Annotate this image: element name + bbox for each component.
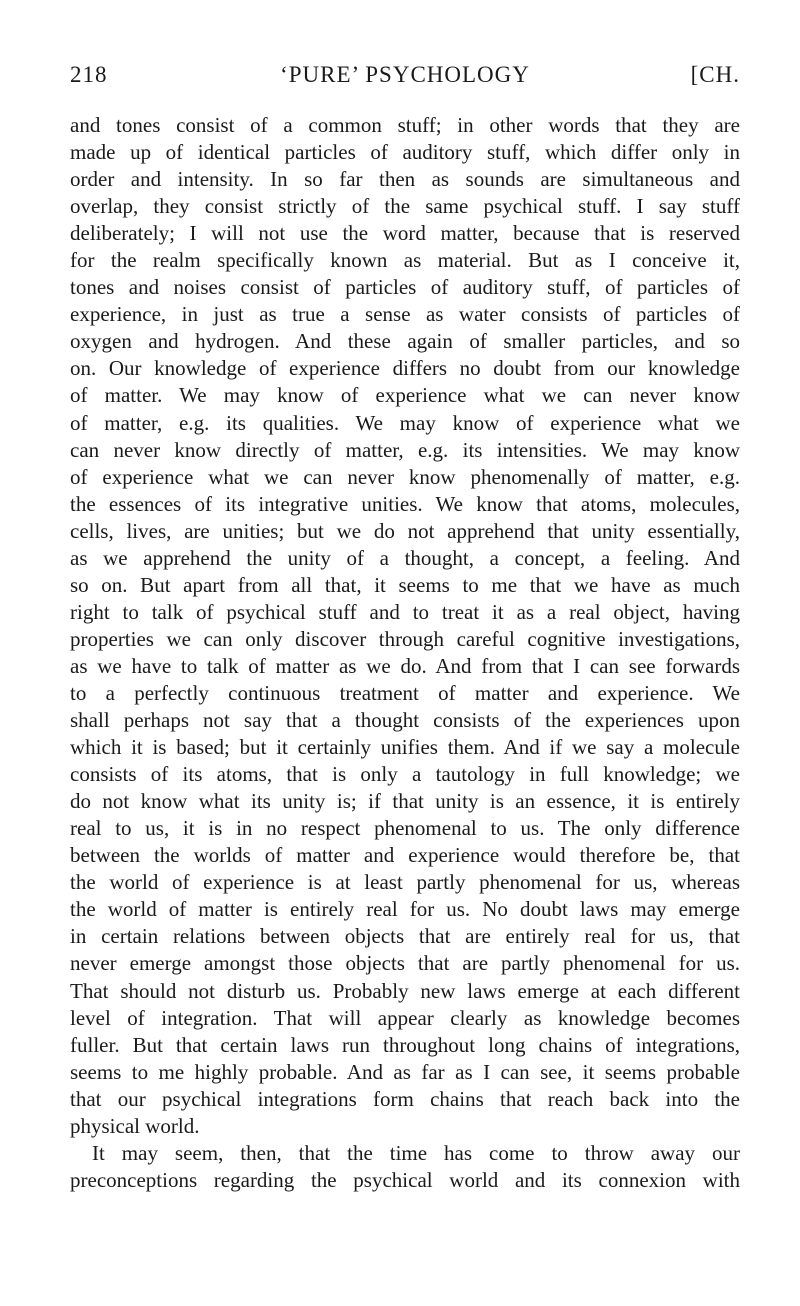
text-line: that our psychical integrations form chains that reach back into the bbox=[70, 1086, 740, 1111]
text-line: in certain relations between objects that are entirely real for us, that bbox=[70, 924, 740, 949]
text-line: tones and noises consist of particles of auditory stuff, of particles of bbox=[70, 275, 740, 300]
text-line: deliberately; I will not use the word matter, because that is reserved bbox=[70, 221, 740, 246]
text-line: of matter, e.g. its qualities. We may know of experience what we bbox=[70, 410, 740, 435]
text-line: so on. But apart from all that, it seems to me that we have as much bbox=[70, 572, 740, 597]
running-head bbox=[70, 62, 740, 98]
text-line: fuller. But that certain laws run throughout long chains of integrations, bbox=[70, 1032, 740, 1057]
text-line: right to talk of psychical stuff and to treat it as a real object, having bbox=[70, 599, 740, 624]
text-line: the world of matter is entirely real for us. No doubt laws may emerge bbox=[70, 897, 740, 922]
text-line: physical world. bbox=[70, 1113, 200, 1138]
text-line: order and intensity. In so far then as sounds are simultaneous and bbox=[70, 167, 740, 192]
text-line: experience, in just as true a sense as water consists of particles of bbox=[70, 302, 740, 327]
text-line: real to us, it is in no respect phenomenal to us. The only difference bbox=[70, 816, 740, 841]
text-line: can never know directly of matter, e.g. its intensities. We may know bbox=[70, 437, 740, 462]
text-line: never emerge amongst those objects that are partly phenomenal for us. bbox=[70, 951, 740, 976]
text-line: to a perfectly continuous treatment of matter and experience. We bbox=[70, 680, 740, 705]
text-line: oxygen and hydrogen. And these again of smaller particles, and so bbox=[70, 329, 740, 354]
text-line: seems to me highly probable. And as far as I can see, it seems probable bbox=[70, 1059, 740, 1084]
text-line: on. Our knowledge of experience differs no doubt from our knowledge bbox=[70, 356, 740, 381]
text-line: which it is based; but it certainly unifies them. And if we say a molecule bbox=[70, 735, 740, 760]
text-line: as we apprehend the unity of a thought, a concept, a feeling. And bbox=[70, 545, 740, 570]
text-line: for the realm specifically known as material. But as I conceive it, bbox=[70, 248, 740, 273]
text-line: cells, lives, are unities; but we do not apprehend that unity essentially, bbox=[70, 518, 740, 543]
chapter-mark: [CH. bbox=[690, 62, 740, 87]
text-line: preconceptions regarding the psychical world and its connexion with bbox=[70, 1167, 740, 1192]
text-line: made up of identical particles of auditory stuff, which differ only in bbox=[70, 140, 740, 165]
text-line: properties we can only discover through careful cognitive investigations, bbox=[70, 626, 740, 651]
text-line: It may seem, then, that the time has come to throw away our bbox=[92, 1140, 740, 1165]
text-line: of matter. We may know of experience what we can never know bbox=[70, 383, 740, 408]
text-line: and tones consist of a common stuff; in other words that they are bbox=[70, 113, 740, 137]
body-text bbox=[70, 112, 740, 1194]
text-line: level of integration. That will appear clearly as knowledge becomes bbox=[70, 1005, 740, 1030]
text-line: the world of experience is at least partly phenomenal for us, whereas bbox=[70, 870, 740, 895]
text-line: consists of its atoms, that is only a tautology in full knowledge; we bbox=[70, 762, 740, 787]
text-line: the essences of its integrative unities. We know that atoms, molecules, bbox=[70, 491, 740, 516]
text-line: of experience what we can never know phenomenally of matter, e.g. bbox=[70, 464, 740, 489]
text-line: do not know what its unity is; if that unity is an essence, it is entirely bbox=[70, 789, 740, 814]
text-line: shall perhaps not say that a thought consists of the experiences upon bbox=[70, 708, 740, 733]
text-line: between the worlds of matter and experience would therefore be, that bbox=[70, 843, 740, 868]
running-title: ‘PURE’ PSYCHOLOGY bbox=[280, 62, 530, 87]
page-number: 218 bbox=[70, 62, 108, 87]
text-line: That should not disturb us. Probably new laws emerge at each different bbox=[70, 978, 740, 1003]
text-line: overlap, they consist strictly of the same psychical stuff. I say stuff bbox=[70, 194, 740, 219]
text-line: as we have to talk of matter as we do. And from that I can see forwards bbox=[70, 653, 740, 678]
